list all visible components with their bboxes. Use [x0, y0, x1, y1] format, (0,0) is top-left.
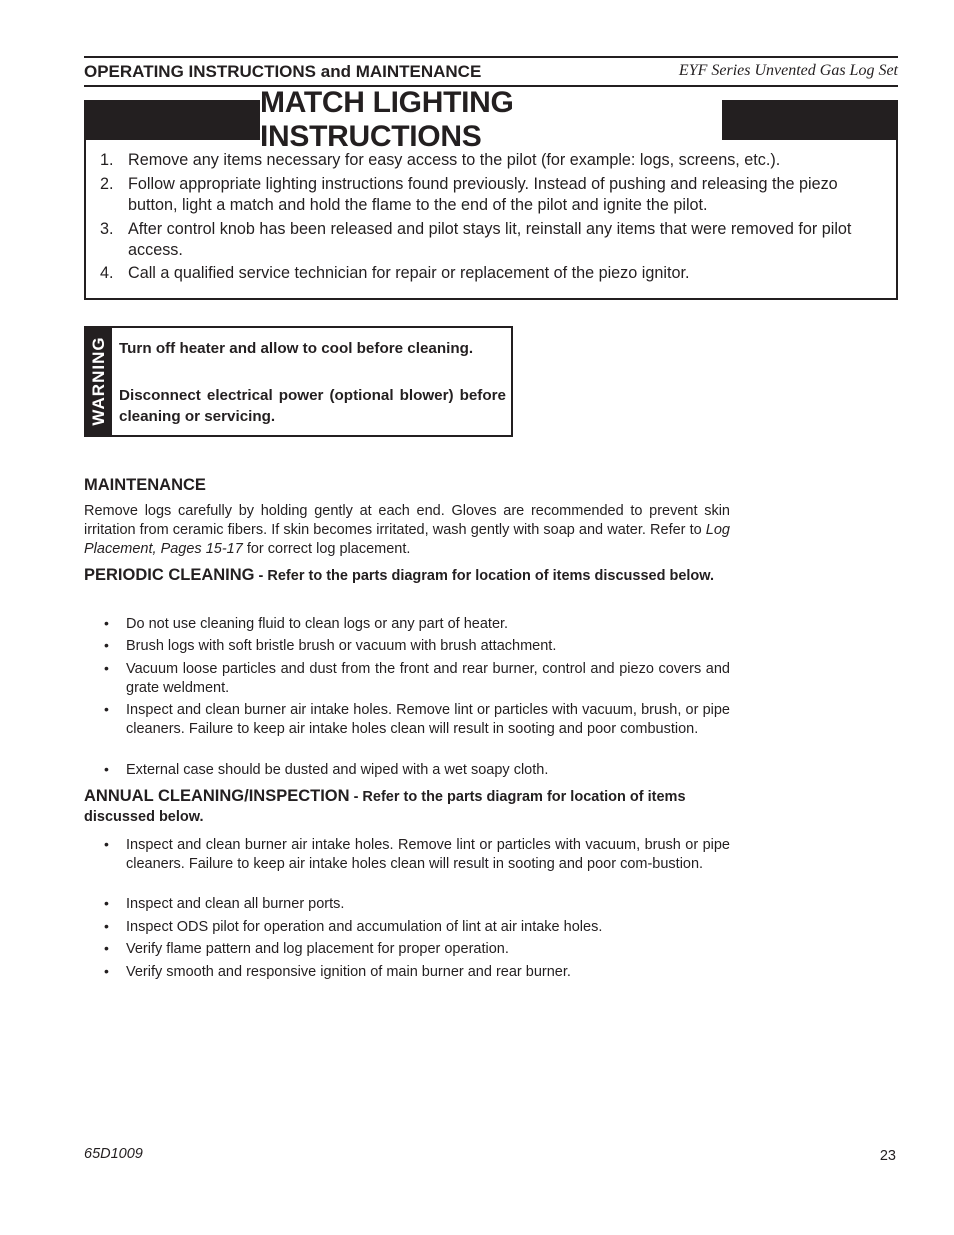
warning-text-1: Turn off heater and allow to cool before cleaning. [119, 340, 474, 357]
page-title: MATCH LIGHTING INSTRUCTIONS [260, 86, 514, 153]
log-placement-reference: Log Placement, Pages 15-17 [84, 522, 730, 557]
step-item [100, 219, 880, 261]
step-text: Remove any items necessary for easy access to the pilot (for example: logs, screens, etc.). [128, 151, 781, 169]
list-item-text: Inspect ODS pilot for operation and accumulation of lint at air intake holes. [126, 919, 603, 935]
bullet-icon: • [104, 660, 109, 676]
list-item [104, 701, 730, 738]
periodic-cleaning-heading [84, 566, 730, 586]
list-item-text: Do not use cleaning fluid to clean logs or any part of heater. [126, 616, 509, 632]
list-item-text: Vacuum loose particles and dust from the front and rear burner, control and piezo covers and grate weldment. [126, 661, 730, 696]
list-item [104, 963, 730, 982]
product-series-title: EYF Series Unvented Gas Log Set [678, 62, 898, 79]
warning-label: WARNING [89, 336, 108, 426]
maintenance-text-b: for correct log placement. [242, 541, 411, 557]
bullet-icon: • [104, 701, 109, 717]
step-item [100, 150, 880, 171]
maintenance-heading: MAINTENANCE [84, 476, 206, 494]
list-item [104, 836, 730, 873]
step-number: 3. [100, 220, 114, 238]
list-item-text: Verify smooth and responsive ignition of main burner and rear burner. [126, 964, 571, 980]
step-number: 1. [100, 151, 114, 169]
bullet-icon: • [104, 761, 109, 777]
list-item-text: Inspect and clean all burner ports. [126, 896, 345, 912]
warning-box [84, 326, 513, 437]
section-header: OPERATING INSTRUCTIONS and MAINTENANCE [84, 62, 482, 81]
warning-side-bar [86, 328, 112, 435]
bullet-icon: • [104, 895, 109, 911]
lighting-steps-box [84, 138, 898, 300]
list-item [104, 895, 730, 914]
annual-cleaning-subtext: - Refer to the parts diagram for location of items discussed below. [84, 789, 686, 825]
document-number: 65D1009 [84, 1146, 143, 1162]
list-item-text: Brush logs with soft bristle brush or vacuum with brush attachment. [126, 638, 557, 654]
list-item-text: Inspect and clean burner air intake holes. Remove lint or particles with vacuum, brush or pipe cleaners. Failure to keep air intake holes clean will result in sooting and poor com-bustion. [126, 837, 730, 872]
step-number: 2. [100, 175, 114, 193]
list-item-text: Inspect and clean burner air intake holes. Remove lint or particles with vacuum, brush, or pipe cleaners. Failure to keep air intake holes clean will result in sooting and poor combustion. [126, 702, 730, 737]
list-item [104, 918, 730, 937]
step-item [100, 263, 880, 284]
step-text: After control knob has been released and pilot stays lit, reinstall any items that were removed for pilot access. [128, 220, 852, 259]
list-item [104, 615, 730, 634]
list-item [104, 660, 730, 697]
warning-text-2: Disconnect electrical power (optional blower) before cleaning or servicing. [119, 387, 506, 425]
bullet-icon: • [104, 940, 109, 956]
bullet-icon: • [104, 918, 109, 934]
periodic-cleaning-subtext: - Refer to the parts diagram for location of items discussed below. [254, 568, 715, 584]
header-rule-top [84, 56, 898, 58]
title-box [260, 86, 722, 153]
step-text: Call a qualified service technician for repair or replacement of the piezo ignitor. [128, 264, 690, 282]
bullet-icon: • [104, 637, 109, 653]
bullet-icon: • [104, 615, 109, 631]
bullet-icon: • [104, 963, 109, 979]
annual-cleaning-heading [84, 787, 730, 827]
annual-cleaning-title: ANNUAL CLEANING/INSPECTION [84, 787, 350, 805]
periodic-cleaning-title: PERIODIC CLEANING [84, 566, 255, 584]
step-text: Follow appropriate lighting instructions found previously. Instead of pushing and releasing the piezo button, light a match and hold the flame to the end of the pilot and ignite the pilot. [128, 175, 838, 214]
list-item [104, 761, 730, 780]
bullet-icon: • [104, 836, 109, 852]
step-number: 4. [100, 264, 114, 282]
step-item [100, 174, 880, 216]
list-item [104, 940, 730, 959]
maintenance-text-a: Remove logs carefully by holding gently at each end. Gloves are recommended to prevent skin irritation from ceramic fibers. If skin becomes irritated, wash gently with soap and water. Refer to [84, 503, 730, 538]
list-item [104, 637, 730, 656]
list-item-text: External case should be dusted and wiped with a wet soapy cloth. [126, 762, 549, 778]
page-number: 23 [879, 1148, 896, 1164]
maintenance-paragraph [84, 502, 730, 559]
list-item-text: Verify flame pattern and log placement for proper operation. [126, 941, 509, 957]
